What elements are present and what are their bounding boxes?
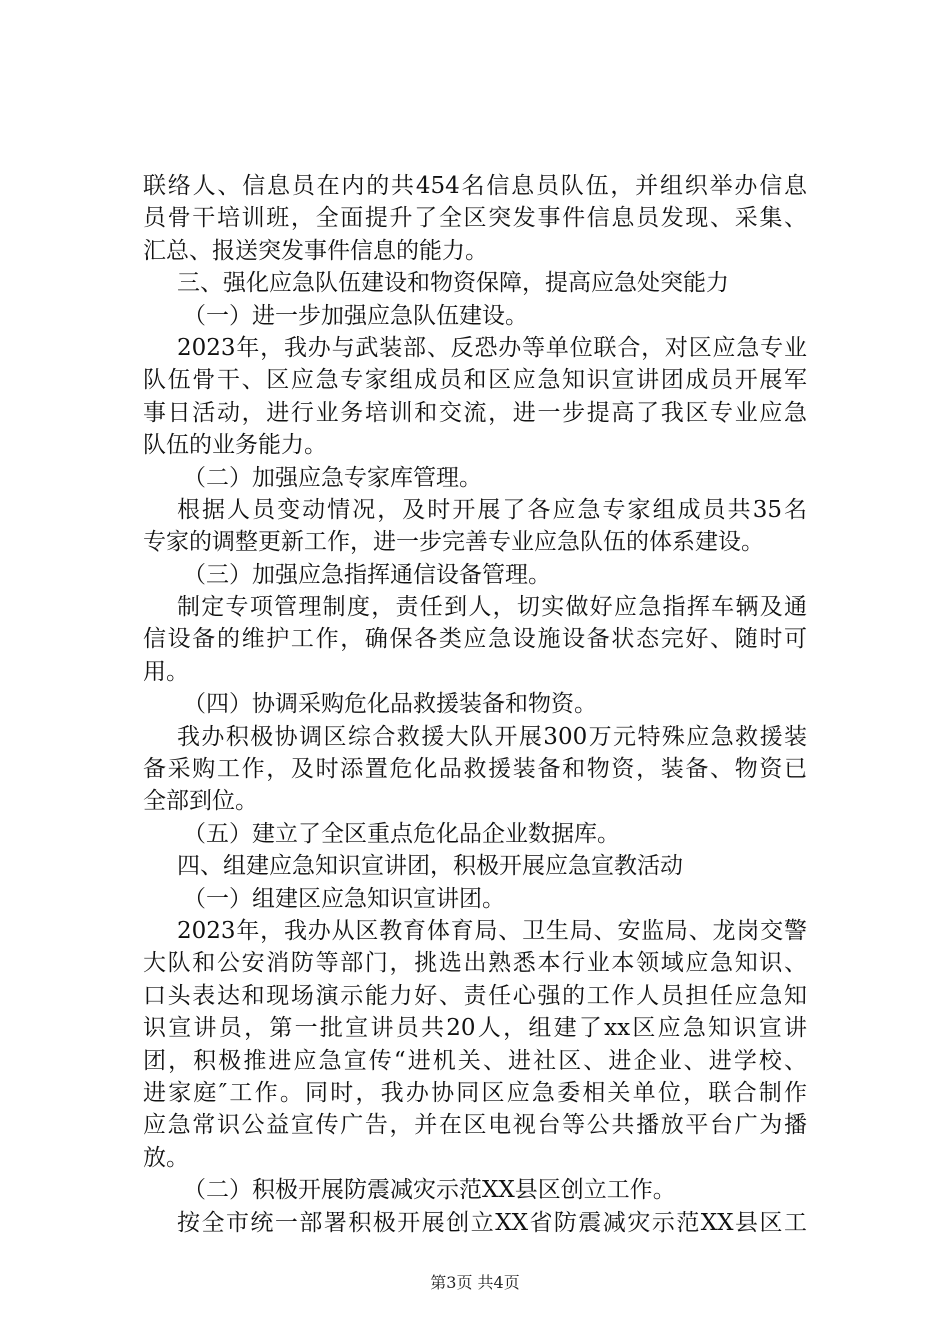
text-line-1: 联络人、信息员在内的共454名信息员队伍，并组织举办信息 xyxy=(143,173,807,199)
section-heading-4: 四、组建应急知识宣讲团，积极开展应急宣教活动 xyxy=(177,853,683,880)
text-line-26: 口头表达和现场演示能力好、责任心强的工作人员担任应急知 xyxy=(143,982,807,1009)
subheading-3-4: （四）协调采购危化品救援装备和物资。 xyxy=(183,691,597,718)
text-line-33: 按全市统一部署积极开展创立XX省防震减灾示范XX县区工 xyxy=(177,1209,807,1236)
text-line-20: 全部到位。 xyxy=(143,788,258,815)
subheading-3-2: （二）加强应急专家库管理。 xyxy=(183,464,482,491)
page-number-footer: 第3页 共4页 xyxy=(430,1273,520,1292)
document-body xyxy=(143,170,807,1239)
section-heading-3: 三、强化应急队伍建设和物资保障，提高应急处突能力 xyxy=(177,270,729,297)
subheading-3-1: （一）进一步加强应急队伍建设。 xyxy=(183,302,528,329)
text-line-12: 专家的调整更新工作，进一步完善专业应急队伍的体系建设。 xyxy=(143,529,764,556)
text-line-3: 汇总、报送突发事件信息的能力。 xyxy=(143,237,488,264)
text-line-28: 团，积极推进应急宣传“进机关、进社区、进企业、进学校、 xyxy=(143,1047,807,1074)
text-line-6: 2023年，我办与武装部、反恐办等单位联合，对区应急专业 xyxy=(177,334,807,361)
text-line-2: 员骨干培训班，全面提升了全区突发事件信息员发现、采集、 xyxy=(143,205,807,232)
subheading-4-1: （一）组建区应急知识宣讲团。 xyxy=(183,885,505,912)
text-line-16: 用。 xyxy=(143,658,189,685)
text-line-24: 2023年，我办从区教育体育局、卫生局、安监局、龙岗交警 xyxy=(177,917,807,944)
subheading-3-3: （三）加强应急指挥通信设备管理。 xyxy=(183,561,551,588)
text-line-9: 队伍的业务能力。 xyxy=(143,432,327,459)
text-line-11: 根据人员变动情况，及时开展了各应急专家组成员共35名 xyxy=(177,496,807,523)
text-line-19: 备采购工作，及时添置危化品救援装备和物资，装备、物资已 xyxy=(143,756,807,783)
text-line-14: 制定专项管理制度，责任到人，切实做好应急指挥车辆及通 xyxy=(177,594,807,621)
text-line-7: 队伍骨干、区应急专家组成员和区应急知识宣讲团成员开展军 xyxy=(143,367,807,394)
text-line-8: 事日活动，进行业务培训和交流，进一步提高了我区专业应急 xyxy=(143,399,807,426)
text-line-29: 进家庭″工作。同时，我办协同区应急委相关单位，联合制作 xyxy=(143,1079,807,1106)
text-line-30: 应急常识公益宣传广告，并在区电视台等公共播放平台广为播 xyxy=(143,1112,807,1139)
text-line-25: 大队和公安消防等部门，挑选出熟悉本行业本领域应急知识、 xyxy=(143,950,807,977)
text-line-18: 我办积极协调区综合救援大队开展300万元特殊应急救援装 xyxy=(177,723,807,750)
text-line-27: 识宣讲员，第一批宣讲员共20人，组建了xx区应急知识宣讲 xyxy=(143,1015,807,1042)
text-line-31: 放。 xyxy=(143,1144,189,1171)
subheading-3-5: （五）建立了全区重点危化品企业数据库。 xyxy=(183,820,620,847)
text-line-15: 信设备的维护工作，确保各类应急设施设备状态完好、随时可 xyxy=(143,626,807,653)
subheading-4-2: （二）积极开展防震减灾示范XX县区创立工作。 xyxy=(183,1177,676,1204)
